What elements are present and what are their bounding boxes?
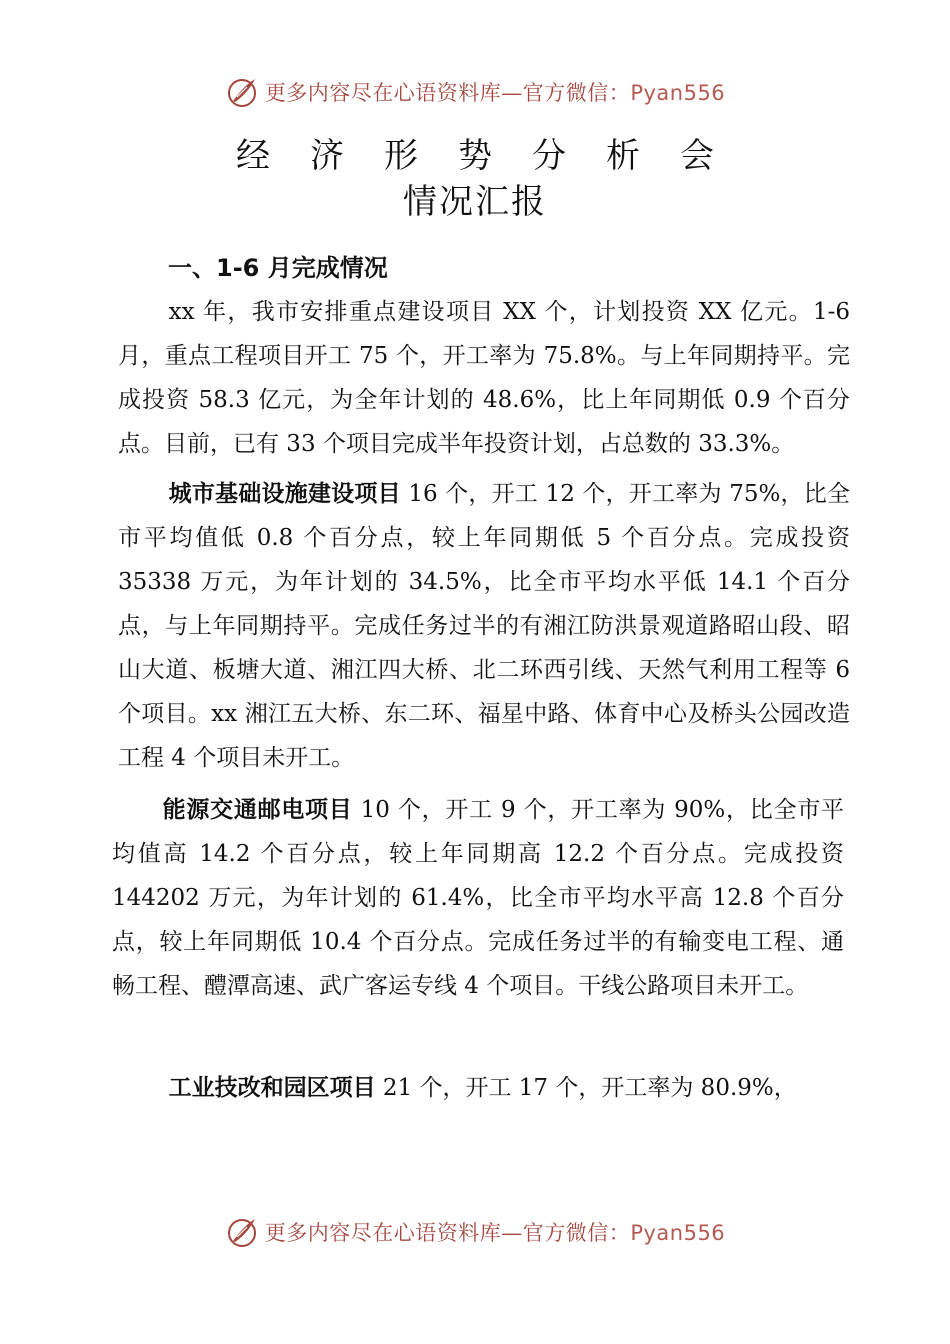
watermark-text: 更多内容尽在心语资料库—官方微信：Pyan556 xyxy=(264,1221,726,1245)
paragraph-text: 21 个，开工 17 个，开工率为 80.9%， xyxy=(375,1075,797,1101)
paragraph-text: 16 个，开工 12 个，开工率为 75%，比全市平均值低 0.8 个百分点，较上年同期低 5 个百分点。完成投资 35338 万元，为年计划的 34.5%，比全市平均水平低 14.1 个百分点，与上年同期持平。完成任务过半的有湘江防洪景观道路昭山段、昭山大道、板塘大道、湘江四大桥、北二环西引线、天然气利用工程等 6 个项目。xx 湘江五大桥、东二环、福星中路、体育中心及桥头公园改造工程 4 个项目未开工。 xyxy=(118,481,850,771)
header-watermark xyxy=(0,72,950,112)
watermark-wechat-id: Pyan556 xyxy=(630,81,726,105)
paragraph-energy-transport xyxy=(112,788,844,1008)
paragraph-summary xyxy=(118,290,850,466)
footer-watermark xyxy=(0,1212,950,1252)
section-heading: 一、1-6 月完成情况 xyxy=(168,254,388,282)
paragraph-lead: 能源交通邮电项目 xyxy=(162,797,353,823)
paragraph-lead: 城市基础设施建设项目 xyxy=(168,481,401,507)
paragraph-text: xx 年，我市安排重点建设项目 XX 个，计划投资 XX 亿元。1-6 月，重点工程项目开工 75 个，开工率为 75.8%。与上年同期持平。完成投资 58.3 亿元，为全年计划的 48.6%，比上年同期低 0.9 个百分点。目前，已有 33 个项目完成半年投资计划，占总数的 33.3%。 xyxy=(118,299,850,457)
paragraph-lead: 工业技改和园区项目 xyxy=(168,1075,376,1101)
paragraph-text: 10 个，开工 9 个，开工率为 90%，比全市平均值高 14.2 个百分点，较上年同期高 12.2 个百分点。完成投资 144202 万元，为年计划的 61.4%，比全市平均水平高 12.8 个百分点，较上年同期低 10.4 个百分点。完成任务过半的有输变电工程、通畅工程、醴潭高速、武广客运专线 4 个项目。干线公路项目未开工。 xyxy=(112,797,845,999)
document-subtitle: 情况汇报 xyxy=(403,182,547,222)
quill-logo-icon xyxy=(225,75,259,109)
document-title: 经济形势分析会 xyxy=(236,136,754,176)
watermark-text: 更多内容尽在心语资料库—官方微信：Pyan556 xyxy=(264,81,726,105)
paragraph-urban-infrastructure xyxy=(118,472,850,780)
quill-logo-icon xyxy=(225,1215,259,1249)
paragraph-industrial-parks xyxy=(118,1066,850,1110)
watermark-wechat-id: Pyan556 xyxy=(630,1221,726,1245)
